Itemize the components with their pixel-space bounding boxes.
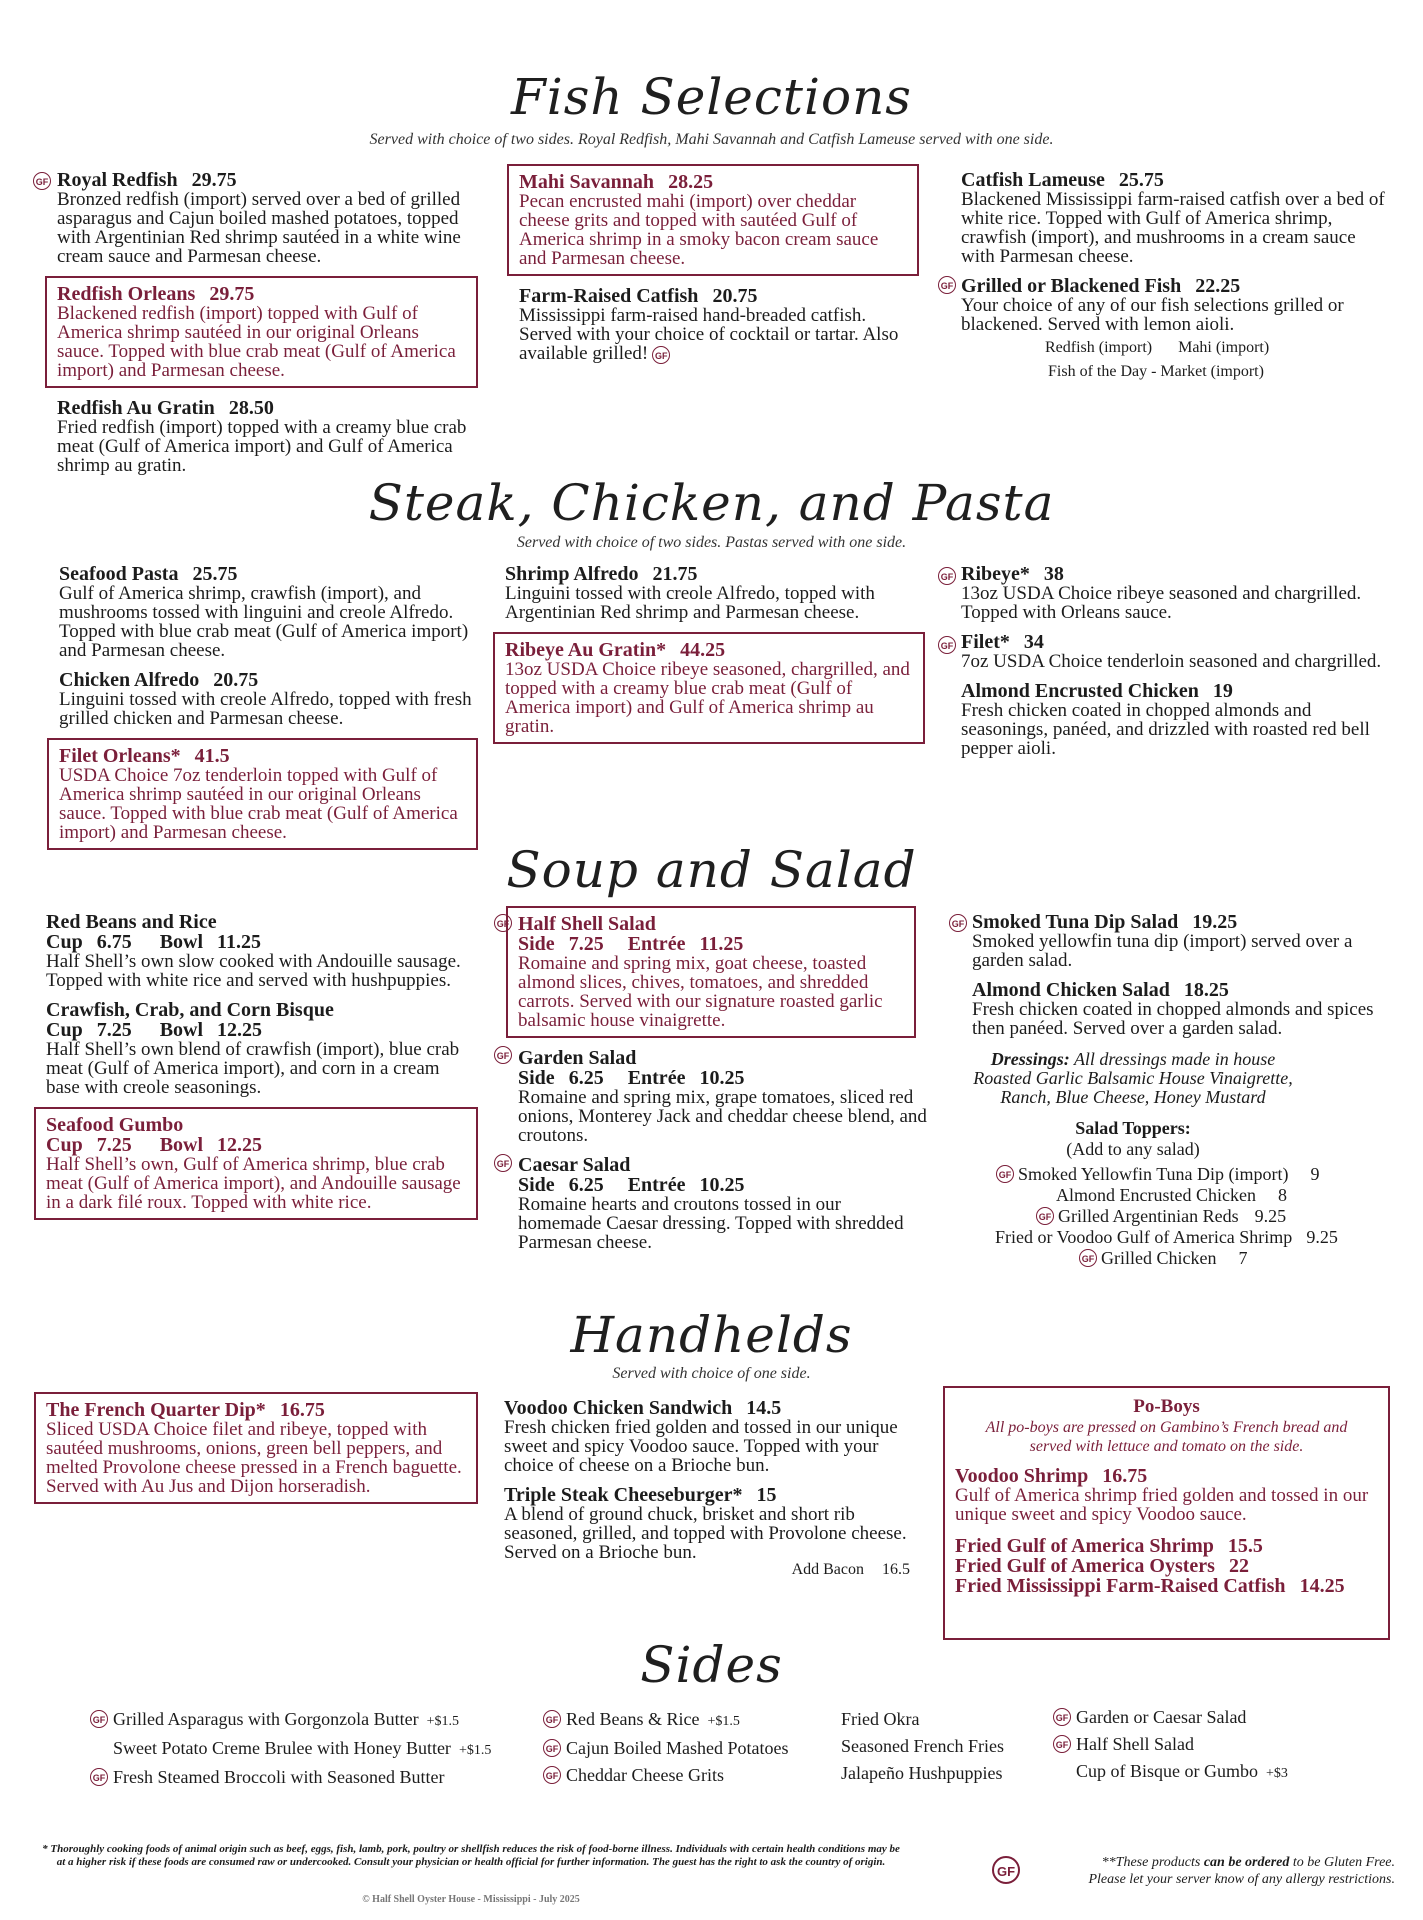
sides-column-4 <box>1053 1704 1288 1787</box>
soup-column-2 <box>518 906 928 1262</box>
menu-item-filet-orleans <box>47 738 478 850</box>
item-price: 15.5 <box>1227 1535 1263 1557</box>
gluten-free-icon: GF <box>543 1766 561 1784</box>
gluten-free-icon: GF <box>996 1165 1014 1183</box>
menu-item-filet <box>961 632 1391 671</box>
item-description: A blend of ground chuck, brisket and short rib seasoned, grilled, and topped with Provolone cheese. Served on a Brioche bun. <box>504 1504 907 1563</box>
item-name: Voodoo Shrimp <box>955 1465 1089 1487</box>
item-name: Royal Redfish <box>57 169 178 191</box>
side-item: Seasoned French Fries <box>841 1736 1004 1756</box>
gluten-free-icon: GF <box>90 1768 108 1786</box>
gf-note-part: to be Gluten Free. <box>1292 1855 1395 1870</box>
sides-column-3 <box>841 1706 1004 1787</box>
fish-column-2 <box>519 164 919 374</box>
item-description: Sliced USDA Choice filet and ribeye, topped with sautéed mushrooms, onions, green bell peppers, and melted Provolone cheese pressed in a French baguette. Served with Au Jus and Dijon horseradish. <box>46 1419 462 1497</box>
handhelds-column-2 <box>504 1398 914 1590</box>
item-description: Half Shell’s own blend of crawfish (import), blue crab meat (Gulf of America import), and corn in a cream base with creole seasonings. <box>46 1039 460 1098</box>
menu-item-seafood-pasta <box>59 564 479 660</box>
menu-item-caesar-salad <box>518 1155 928 1252</box>
item-description: Half Shell’s own, Gulf of America shrimp, blue crab meat (Gulf of America import), and Andouille sausage in a dark filé roux. Topped with white rice. <box>46 1154 461 1213</box>
item-name: Farm-Raised Catfish <box>519 285 699 307</box>
item-name: Catfish Lameuse <box>961 169 1105 191</box>
item-price: 41.5 <box>194 745 230 767</box>
menu-item-seafood-gumbo <box>34 1107 478 1220</box>
item-description: Pecan encrusted mahi (import) over cheddar cheese grits and topped with sautéed Gulf of America shrimp in a smoky bacon cream sauce and Parmesan cheese. <box>519 191 879 269</box>
cup-price: 7.25 <box>96 1134 132 1156</box>
item-price: 29.75 <box>191 169 237 191</box>
handhelds-column-1 <box>46 1392 478 1514</box>
item-name: Seafood Gumbo <box>46 1114 184 1136</box>
bowl-label: Bowl <box>159 1134 204 1156</box>
topper-name: Almond Encrusted Chicken <box>1056 1185 1256 1205</box>
side-item <box>543 1706 788 1735</box>
item-name: The French Quarter Dip* <box>46 1399 266 1421</box>
item-price: 28.25 <box>668 171 714 193</box>
dressings-note <box>968 1050 1298 1107</box>
item-price: 21.75 <box>652 563 698 585</box>
item-price: 29.75 <box>209 283 255 305</box>
item-name: Redfish Au Gratin <box>57 397 215 419</box>
sides-section-title: Sides <box>640 1636 783 1694</box>
item-description: Romaine and spring mix, grape tomatoes, sliced red onions, Monterey Jack and cheddar cheese blend, and croutons. <box>518 1087 927 1146</box>
steak-section-subtitle: Served with choice of two sides. Pastas served with one side. <box>516 534 907 551</box>
steak-section-title: Steak, Chicken, and Pasta <box>368 474 1055 532</box>
item-name: Mahi Savannah <box>519 171 655 193</box>
fish-option: Fish of the Day - Market (import) <box>1048 363 1264 380</box>
cup-price: 7.25 <box>96 1019 132 1041</box>
soup-column-3 <box>972 912 1392 1048</box>
menu-item-garden-salad <box>518 1048 928 1145</box>
gluten-free-icon: GF <box>90 1710 108 1728</box>
side-label: Side <box>518 1067 555 1089</box>
steak-column-3 <box>961 564 1391 768</box>
side-item: Fried Okra <box>841 1709 920 1729</box>
topper-item <box>990 1248 1400 1269</box>
salad-toppers-subtitle: (Add to any salad) <box>1066 1139 1200 1159</box>
entree-label: Entrée <box>627 933 686 955</box>
topper-name: Smoked Yellowfin Tuna Dip (import) <box>1018 1164 1289 1184</box>
item-name: Half Shell Salad <box>518 913 656 935</box>
fish-column-1 <box>57 170 497 485</box>
item-description: Romaine and spring mix, goat cheese, toasted almond slices, chives, tomatoes, and shredded carrots. Served with our signature roasted garlic balsamic house vinaigrette. <box>518 953 883 1031</box>
gluten-free-icon: GF <box>494 1046 512 1064</box>
item-description: Linguini tossed with creole Alfredo, topped with fresh grilled chicken and Parmesan cheese. <box>59 689 472 729</box>
side-label: Side <box>518 1174 555 1196</box>
item-description: Fresh chicken coated in chopped almonds and spices then panéed. Served over a garden salad. <box>972 999 1374 1039</box>
side-name: Red Beans & Rice <box>566 1709 700 1729</box>
item-name: Fried Mississippi Farm-Raised Catfish <box>955 1575 1286 1597</box>
item-description: Fried redfish (import) topped with a creamy blue crab meat (Gulf of America import) and Gulf of America shrimp au gratin. <box>57 417 467 476</box>
po-boys-box <box>943 1386 1390 1640</box>
item-price: 25.75 <box>1118 169 1164 191</box>
allergy-note: Please let your server know of any allergy restrictions. <box>1088 1872 1395 1887</box>
item-name: Chicken Alfredo <box>59 669 200 691</box>
item-description: Gulf of America shrimp, crawfish (import), and mushrooms tossed with linguini and creole Alfredo. Topped with blue crab meat (Gulf of America import) and Parmesan cheese. <box>59 583 469 661</box>
po-boys-list <box>955 1536 1378 1596</box>
handhelds-section-title: Handhelds <box>570 1306 853 1364</box>
item-name: Caesar Salad <box>518 1154 631 1176</box>
bowl-price: 12.25 <box>217 1134 263 1156</box>
side-item <box>543 1735 788 1762</box>
food-safety-disclaimer: * Thoroughly cooking foods of animal origin such as beef, eggs, fish, lamb, pork, poultry or shellfish reduces the risk of food-borne illness. Individuals with certain health conditions may be at a higher risk if these foods are consumed raw or undercooked. Consult your physician or health official for further information. The guest has the right to ask the country of origin. <box>42 1843 900 1868</box>
item-price: 16.75 <box>1102 1465 1148 1487</box>
soup-section-title: Soup and Salad <box>506 841 917 899</box>
gluten-free-icon: GF <box>938 636 956 654</box>
gf-note-emphasis: can be ordered <box>1203 1855 1290 1870</box>
add-on-label: Add Bacon <box>791 1561 864 1578</box>
item-name: Crawfish, Crab, and Corn Bisque <box>46 999 334 1021</box>
menu-item-bisque <box>46 1000 476 1097</box>
item-price: 19 <box>1212 680 1233 702</box>
item-description: Blackened Mississippi farm-raised catfish over a bed of white rice. Topped with Gulf of America shrimp, crawfish (import), and mushrooms in a cream sauce with Parmesan cheese. <box>961 189 1385 267</box>
item-name: Fried Gulf of America Oysters <box>955 1555 1215 1577</box>
item-price: 14.5 <box>746 1397 782 1419</box>
gluten-free-icon: GF <box>992 1856 1020 1884</box>
item-name: Voodoo Chicken Sandwich <box>504 1397 733 1419</box>
steak-column-1 <box>59 564 479 860</box>
entree-price: 10.25 <box>699 1067 745 1089</box>
topper-item <box>990 1185 1400 1206</box>
side-name: Cajun Boiled Mashed Potatoes <box>566 1738 789 1758</box>
sides-column-2 <box>543 1706 788 1789</box>
menu-item-ribeye-au-gratin <box>493 632 925 744</box>
item-name: Ribeye* <box>961 563 1030 585</box>
po-boys-title: Po-Boys <box>1133 1396 1200 1417</box>
menu-item-smoked-tuna-dip-salad <box>972 912 1392 970</box>
gluten-free-icon: GF <box>1053 1735 1071 1753</box>
gluten-free-icon: GF <box>938 567 956 585</box>
add-on-price: 16.5 <box>882 1561 910 1578</box>
entree-price: 11.25 <box>699 933 744 955</box>
menu-item-farm-raised-catfish <box>519 286 919 364</box>
side-upcharge: +$1.5 <box>707 1714 740 1729</box>
gluten-free-icon: GF <box>1079 1249 1097 1267</box>
item-description: Smoked yellowfin tuna dip (import) served over a garden salad. <box>972 931 1353 971</box>
item-name: Redfish Orleans <box>57 283 196 305</box>
fish-section-title: Fish Selections <box>511 68 912 126</box>
item-price: 20.75 <box>213 669 259 691</box>
item-price: 22 <box>1228 1555 1249 1577</box>
topper-item <box>990 1164 1400 1185</box>
menu-item-chicken-alfredo <box>59 670 479 728</box>
item-description: Romaine hearts and croutons tossed in our homemade Caesar dressing. Topped with shredded Parmesan cheese. <box>518 1194 904 1253</box>
side-name: Garden or Caesar Salad <box>1076 1707 1247 1727</box>
side-name: Fresh Steamed Broccoli with Seasoned Butter <box>113 1767 445 1787</box>
topper-name: Grilled Chicken <box>1101 1248 1217 1268</box>
side-upcharge: +$1.5 <box>426 1714 460 1729</box>
side-item <box>90 1735 491 1764</box>
side-name: Cheddar Cheese Grits <box>566 1765 724 1785</box>
cup-label: Cup <box>46 1134 83 1156</box>
gluten-free-note <box>1030 1854 1395 1888</box>
gf-note-part: **These products <box>1101 1855 1201 1870</box>
item-price: 22.25 <box>1195 275 1241 297</box>
gluten-free-icon: GF <box>33 172 51 190</box>
salad-toppers <box>968 1118 1298 1160</box>
gluten-free-icon: GF <box>543 1710 561 1728</box>
item-name: Triple Steak Cheeseburger* <box>504 1484 743 1506</box>
add-on <box>504 1560 914 1580</box>
gluten-free-icon: GF <box>1053 1708 1071 1726</box>
item-name: Filet Orleans* <box>59 745 181 767</box>
menu-item-voodoo-shrimp <box>955 1466 1378 1524</box>
item-name: Filet* <box>961 631 1010 653</box>
menu-item-almond-encrusted-chicken <box>961 681 1391 758</box>
menu-item-almond-chicken-salad <box>972 980 1392 1038</box>
menu-item-red-beans-rice <box>46 912 476 990</box>
side-upcharge: +$3 <box>1266 1766 1288 1781</box>
item-price: 15 <box>756 1484 777 1506</box>
gluten-free-icon: GF <box>949 914 967 932</box>
fish-option: Mahi (import) <box>1178 339 1270 356</box>
topper-item <box>990 1227 1400 1248</box>
menu-item-grilled-blackened-fish <box>961 276 1391 382</box>
salad-toppers-title: Salad Toppers: <box>1075 1118 1191 1138</box>
item-price: 18.25 <box>1183 979 1229 1001</box>
menu-item-triple-steak-cheeseburger <box>504 1485 914 1580</box>
item-description: Fresh chicken coated in chopped almonds and seasonings, panéed, and drizzled with roasted red bell pepper aioli. <box>961 700 1370 759</box>
item-name: Red Beans and Rice <box>46 911 217 933</box>
item-price: 34 <box>1023 631 1044 653</box>
entree-price: 10.25 <box>699 1174 745 1196</box>
side-label: Side <box>518 933 555 955</box>
cup-label: Cup <box>46 1019 83 1041</box>
side-upcharge: +$1.5 <box>458 1743 492 1758</box>
item-name: Garden Salad <box>518 1047 637 1069</box>
topper-name: Fried or Voodoo Gulf of America Shrimp <box>995 1227 1293 1247</box>
sides-column-1 <box>90 1706 491 1791</box>
side-price: 7.25 <box>568 933 604 955</box>
copyright: © Half Shell Oyster House - Mississippi - July 2025 <box>362 1894 580 1905</box>
item-description: USDA Choice 7oz tenderloin topped with Gulf of America shrimp sautéed in our original Orleans sauce. Topped with blue crab meat (Gulf of America import) and Parmesan cheese. <box>59 765 458 843</box>
topper-price: 9.25 <box>1254 1206 1287 1226</box>
gluten-free-icon: GF <box>494 1154 512 1172</box>
item-name: Almond Encrusted Chicken <box>961 680 1199 702</box>
menu-item-ribeye <box>961 564 1391 622</box>
bowl-label: Bowl <box>159 931 204 953</box>
side-item: Jalapeño Hushpuppies <box>841 1763 1003 1783</box>
menu-item-french-quarter-dip <box>34 1392 478 1504</box>
side-price: 6.25 <box>568 1174 604 1196</box>
topper-name: Grilled Argentinian Reds <box>1058 1206 1239 1226</box>
item-description: Half Shell’s own slow cooked with Andouille sausage. Topped with white rice and served with hushpuppies. <box>46 951 461 991</box>
item-description: 13oz USDA Choice ribeye seasoned, chargrilled, and topped with a creamy blue crab meat (Gulf of America import) and Gulf of America shrimp au gratin. <box>505 659 910 737</box>
side-item <box>90 1706 491 1735</box>
side-item <box>1053 1758 1288 1787</box>
item-name: Grilled or Blackened Fish <box>961 275 1182 297</box>
item-description: Bronzed redfish (import) served over a bed of grilled asparagus and Cajun boiled mashed potatoes, topped with Argentinian Red shrimp sautéed in a white wine cream sauce and Parmesan cheese. <box>57 189 461 267</box>
bowl-price: 12.25 <box>217 1019 263 1041</box>
side-item <box>543 1762 788 1789</box>
item-price: 16.75 <box>279 1399 325 1421</box>
item-description: Your choice of any of our fish selections grilled or blackened. Served with lemon aioli. <box>961 295 1344 335</box>
gluten-free-icon: GF <box>543 1739 561 1757</box>
item-description: Blackened redfish (import) topped with Gulf of America shrimp sautéed in our original Orleans sauce. Topped with blue crab meat (Gulf of America import) and Parmesan cheese. <box>57 303 456 381</box>
steak-column-2 <box>505 564 925 754</box>
topper-price: 9.25 <box>1306 1227 1338 1247</box>
item-description: Gulf of America shrimp fried golden and tossed in our unique sweet and spicy Voodoo sauce. <box>955 1485 1369 1525</box>
topper-price: 8 <box>1277 1185 1287 1205</box>
gluten-free-icon: GF <box>652 346 670 364</box>
handhelds-section-subtitle: Served with choice of one side. <box>612 1365 811 1382</box>
side-name: Sweet Potato Creme Brulee with Honey Butter <box>113 1738 451 1758</box>
menu-item-royal-redfish <box>57 170 497 266</box>
dressings-text: All dressings made in house Roasted Garlic Balsamic House Vinaigrette, Ranch, Blue Cheese, Honey Mustard <box>973 1049 1293 1107</box>
po-boys-subtitle: All po-boys are pressed on Gambino’s French bread and served with lettuce and tomato on the side. <box>985 1419 1348 1455</box>
item-name: Smoked Tuna Dip Salad <box>972 911 1179 933</box>
menu-item-catfish-lameuse <box>961 170 1391 266</box>
dressings-label: Dressings: <box>990 1049 1070 1069</box>
menu-item-redfish-orleans <box>45 276 478 388</box>
topper-price: 9 <box>1310 1164 1320 1184</box>
item-description: 13oz USDA Choice ribeye seasoned and chargrilled. Topped with Orleans sauce. <box>961 583 1362 623</box>
fish-option: Redfish (import) <box>1045 339 1153 356</box>
side-item <box>90 1764 491 1791</box>
item-name: Shrimp Alfredo <box>505 563 639 585</box>
side-name: Half Shell Salad <box>1076 1734 1194 1754</box>
item-price: 14.25 <box>1299 1575 1345 1597</box>
item-price: 25.75 <box>192 563 238 585</box>
fish-column-3 <box>961 170 1391 392</box>
menu-item-shrimp-alfredo <box>505 564 925 622</box>
item-price: 38 <box>1043 563 1064 585</box>
item-name: Almond Chicken Salad <box>972 979 1170 1001</box>
menu-item-mahi-savannah <box>507 164 919 276</box>
item-name: Seafood Pasta <box>59 563 179 585</box>
side-item <box>1053 1731 1288 1758</box>
cup-price: 6.75 <box>96 931 132 953</box>
entree-label: Entrée <box>627 1067 686 1089</box>
item-price: 28.50 <box>228 397 274 419</box>
side-item <box>1053 1704 1288 1731</box>
toppers-list <box>990 1164 1400 1269</box>
item-price: 20.75 <box>712 285 758 307</box>
item-description: 7oz USDA Choice tenderloin seasoned and chargrilled. <box>961 651 1382 672</box>
gluten-free-icon: GF <box>1036 1207 1054 1225</box>
item-name: Ribeye Au Gratin* <box>505 639 667 661</box>
entree-label: Entrée <box>627 1174 686 1196</box>
item-price: 19.25 <box>1192 911 1238 933</box>
menu-item-half-shell-salad <box>506 906 916 1038</box>
cup-label: Cup <box>46 931 83 953</box>
item-name: Fried Gulf of America Shrimp <box>955 1535 1214 1557</box>
bowl-label: Bowl <box>159 1019 204 1041</box>
side-name: Grilled Asparagus with Gorgonzola Butter <box>113 1709 419 1729</box>
side-price: 6.25 <box>568 1067 604 1089</box>
menu-item-voodoo-chicken-sandwich <box>504 1398 914 1475</box>
topper-item <box>990 1206 1400 1227</box>
item-description: Fresh chicken fried golden and tossed in our unique sweet and spicy Voodoo sauce. Topped with your choice of cheese on a Brioche bun. <box>504 1417 898 1476</box>
soup-column-1 <box>46 912 476 1230</box>
menu-item-redfish-au-gratin <box>57 398 497 475</box>
item-description: Mississippi farm-raised hand-breaded catfish. Served with your choice of cocktail or tartar. Also available grilled! <box>519 305 899 364</box>
bowl-price: 11.25 <box>217 931 261 953</box>
fish-section-subtitle: Served with choice of two sides. Royal Redfish, Mahi Savannah and Catfish Lameuse served with one side. <box>369 131 1054 148</box>
item-price: 44.25 <box>680 639 726 661</box>
gluten-free-icon: GF <box>494 914 512 932</box>
item-description: Linguini tossed with creole Alfredo, topped with Argentinian Red shrimp and Parmesan cheese. <box>505 583 875 623</box>
gluten-free-icon: GF <box>938 276 956 294</box>
side-name: Cup of Bisque or Gumbo <box>1076 1761 1258 1781</box>
topper-price: 7 <box>1238 1248 1248 1268</box>
